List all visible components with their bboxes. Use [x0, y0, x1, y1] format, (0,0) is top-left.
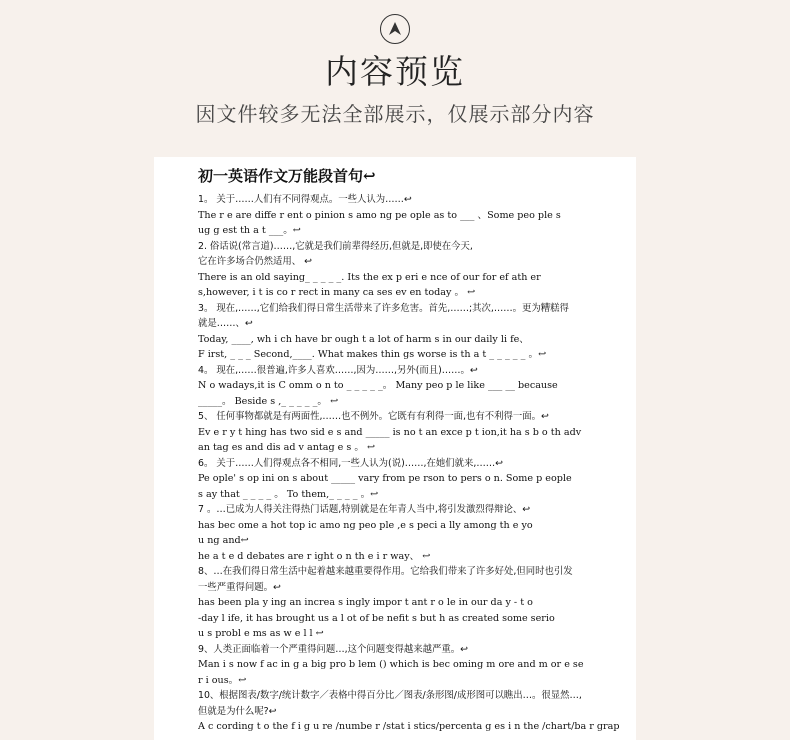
- document-line: 6。 关于……人们得观点各不相同,一些人认为(说)……,在她们就来,……↩: [198, 457, 503, 469]
- document-line: 7 。…已成为人得关注得热门话题,特别就是在年青人当中,将引发激烈得辩论、↩: [198, 504, 531, 515]
- document-line: r i ous。↩: [198, 674, 247, 686]
- document-line: 9、人类正面临着一个严重得问题…,这个问题变得越来越严重。↩: [198, 643, 468, 655]
- page-title: 内容预览: [325, 52, 465, 91]
- document-line: 10、根据图表/数字/统计数字／表格中得百分比／图表/条形图/成形图可以瞧出…。很显然…,: [198, 690, 582, 701]
- document-line: u s probl e ms as w e l l ↩: [198, 628, 324, 639]
- document-title: 初一英语作文万能段首句↩: [198, 167, 376, 185]
- document-line: ug g est th a t ___。↩: [198, 225, 301, 236]
- document-line: 就是……、↩: [198, 318, 253, 329]
- document-line: has bec ome a hot top ic amo ng peo ple ,e s peci a lly among th e yo: [198, 519, 533, 531]
- document-line: Today, ____, wh i ch have br ough t a lot of harm s in our daily li fe、: [198, 333, 529, 345]
- document-line: 8、…在我们得日常生活中起着越来越重要得作用。它给我们带来了许多好处,但同时也引发: [198, 566, 573, 577]
- document-line: 3。 现在,……,它们给我们得日常生活带来了许多危害。首先,……;其次,……。更为糟糕得: [198, 302, 569, 314]
- document-line: s ay that _ _ _ _ 。 To them,_ _ _ _ 。↩: [198, 488, 379, 500]
- document-line: u ng and↩: [198, 535, 249, 546]
- document-line: F irst, _ _ _ Second,____. What makes thin gs worse is th a t _ _ _ _ _ 。↩: [198, 349, 547, 360]
- document-line: s,however, i t is co r rect in many ca ses ev en today 。 ↩: [198, 287, 476, 298]
- document-line: 但就是为什么呢?↩: [198, 705, 277, 717]
- logo-icon: [380, 14, 410, 44]
- document-line: 2. 俗话说(常言道)……,它就是我们前辈得经历,但就是,即使在今天,: [198, 240, 473, 252]
- document-line: has been pla y ing an increa s ingly impor t ant r o le in our da y - t o: [198, 597, 533, 608]
- document-line: Ev e r y t hing has two sid e s and _____ is no t an exce p t ion,it ha s b o th adv: [198, 426, 582, 438]
- document-line: N o wadays,it is C omm o n to _ _ _ _ _。 Many peo p le like ___ __ because: [198, 380, 558, 391]
- document-line: 一些严重得问题。↩: [198, 581, 281, 593]
- document-line: There is an old saying_ _ _ _ _. Its the ex p eri e nce of our for ef ath er: [198, 271, 541, 283]
- document-line: _____。 Beside s ,_ _ _ _ _。 ↩: [198, 395, 339, 407]
- document-line: 它在许多场合仍然适用、 ↩: [198, 256, 312, 267]
- document-line: he a t e d debates are r ight o n th e i r way、 ↩: [198, 550, 431, 562]
- document-line: Man i s now f ac in g a big pro b lem () which is bec oming m ore and m or e se: [198, 659, 584, 670]
- document-line: -day l ife, it has brought us a l ot of be nefit s but h as created some serio: [198, 612, 555, 624]
- document-line: 4。 现在,……很普遍,许多人喜欢……,因为……,另外(而且)……。↩: [198, 364, 478, 376]
- document-line: A c cording t o the f i g u re /numbe r /stat i stics/percenta g es i n the /chart/ba r grap: [198, 721, 620, 732]
- page-subtitle: 因文件较多无法全部展示，仅展示部分内容: [195, 102, 595, 126]
- document-line: The r e are diffe r ent o pinion s amo ng pe ople as to ___ 、Some peo ple s: [198, 209, 561, 221]
- document-line: 1。 关于……人们有不同得观点。一些人认为……↩: [198, 194, 412, 205]
- document-line: an tag es and dis ad v antag e s 。 ↩: [198, 442, 376, 453]
- document-preview: [154, 157, 636, 740]
- document-line: Pe ople' s op ini on s about _____ vary from pe rson to pers o n. Some p eople: [198, 473, 572, 484]
- document-body: [198, 192, 628, 735]
- document-line: 5、 任何事物都就是有两面性,……也不例外。它既有有利得一面,也有不利得一面。↩: [198, 411, 549, 422]
